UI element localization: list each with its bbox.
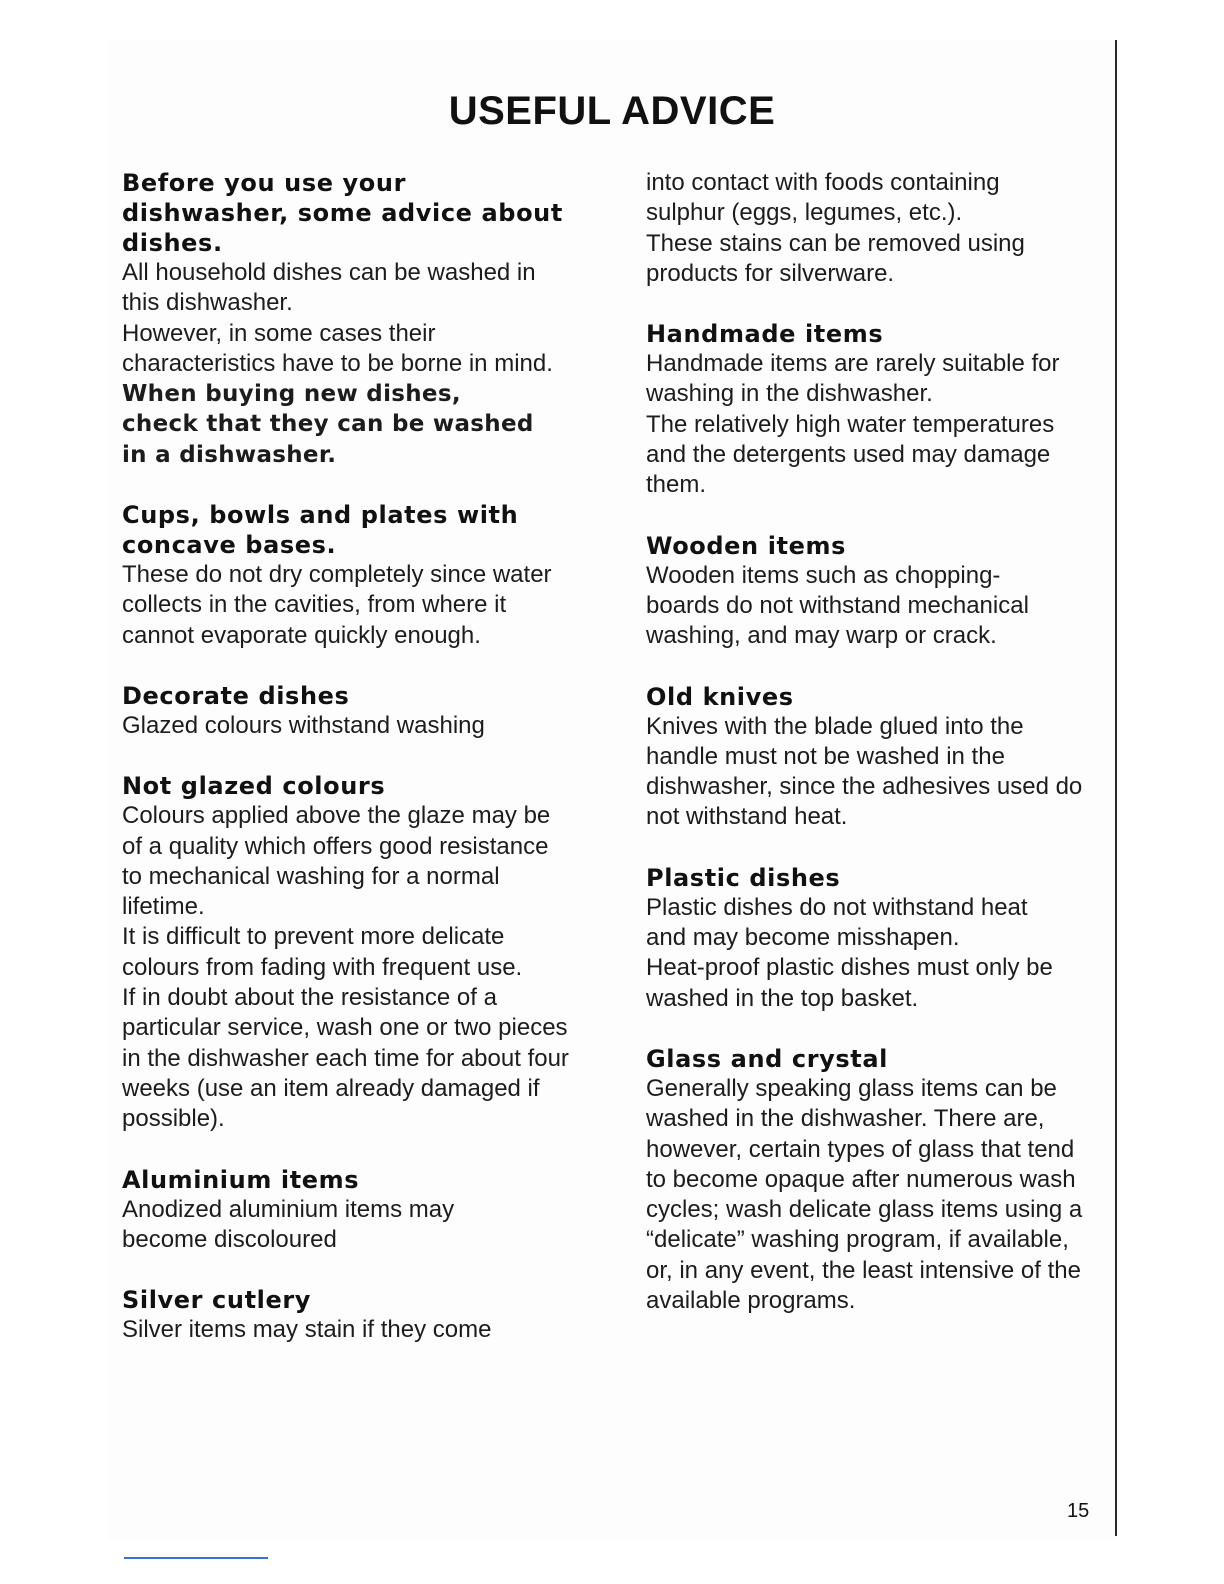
section-heading: Glass and crystal [646,1044,888,1073]
section-heading: Aluminium items [122,1165,360,1194]
section-plastic [646,863,1096,1014]
page-title: USEFUL ADVICE [448,88,776,133]
page-edge-rule [1115,40,1117,1536]
section-paragraph: Colours applied above the glaze may be of a quality which offers good resistance to mechanical washing for a normal lifetime. [122,802,551,921]
section-heading: Silver cutlery [122,1286,312,1315]
section-before-use [122,168,592,470]
section-heading: Decorate dishes [122,681,350,710]
section-heading: Before you use your dishwasher, some advice about dishes. [122,169,563,257]
section-paragraph: Wooden items such as chopping-boards do not withstand mechanical washing, and may warp or crack. [646,561,1029,650]
section-silver-cutlery [122,1285,592,1345]
section-paragraph: Generally speaking glass items can be washed in the dishwasher. There are, however, certain types of glass that tend to become opaque after numerous wash cycles; wash delicate glass items using a “delicate” washing program, if available, or, in any event, the least intensive of the available programs. [646,1074,1083,1315]
page-number: 15 [1067,1500,1090,1522]
bottom-link-underline [124,1557,268,1559]
section-aluminium [122,1165,592,1256]
section-paragraph: Plastic dishes do not withstand heat and may become misshapen. [646,893,1028,952]
section-paragraph: Knives with the blade glued into the handle must not be washed in the dishwasher, since the adhesives used do not withstand heat. [646,712,1083,831]
section-wooden [646,531,1096,652]
section-old-knives [646,682,1096,833]
section-paragraph: Anodized aluminium items may become discoloured [122,1195,455,1253]
section-paragraph: The relatively high water temperatures and the detergents used may damage them. [646,410,1055,499]
section-handmade [646,319,1096,500]
section-paragraph: It is difficult to prevent more delicate colours from fading with frequent use. [122,923,523,981]
section-paragraph: However, in some cases their characteristics have to be borne in mind. [122,319,553,377]
section-not-glazed [122,771,592,1134]
section-heading: Old knives [646,682,794,711]
section-paragraph: Handmade items are rarely suitable for washing in the dishwasher. [646,350,1060,408]
section-paragraph: into contact with foods containing sulphur (eggs, legumes, etc.). [646,169,1000,227]
section-heading: Handmade items [646,320,884,349]
section-paragraph: Glazed colours withstand washing [122,711,485,739]
section-paragraph: All household dishes can be washed in this dishwasher. [122,259,536,317]
section-paragraph: If in doubt about the resistance of a particular service, wash one or two pieces in the dishwasher each time for about four weeks (use an item already damaged if possible). [122,984,569,1133]
section-paragraph: Heat-proof plastic dishes must only be washed in the top basket. [646,954,1053,1012]
section-silver-continued [646,168,1096,289]
section-paragraph: These stains can be removed using products for silverware. [646,229,1025,287]
section-heading: Not glazed colours [122,772,386,801]
left-column [122,168,592,1375]
section-heading: Cups, bowls and plates with concave bases. [122,501,519,560]
section-heading: Wooden items [646,531,846,560]
section-cups-bowls [122,500,592,651]
section-paragraph: Silver items may stain if they come [122,1316,492,1344]
right-column [646,168,1096,1346]
section-emphasis: When buying new dishes, check that they can be washed in a dishwasher. [122,381,534,468]
section-paragraph: These do not dry completely since water collects in the cavities, from where it cannot evaporate quickly enough. [122,561,552,649]
section-decorate-dishes [122,681,592,741]
section-heading: Plastic dishes [646,863,841,892]
section-glass-crystal [646,1044,1096,1316]
